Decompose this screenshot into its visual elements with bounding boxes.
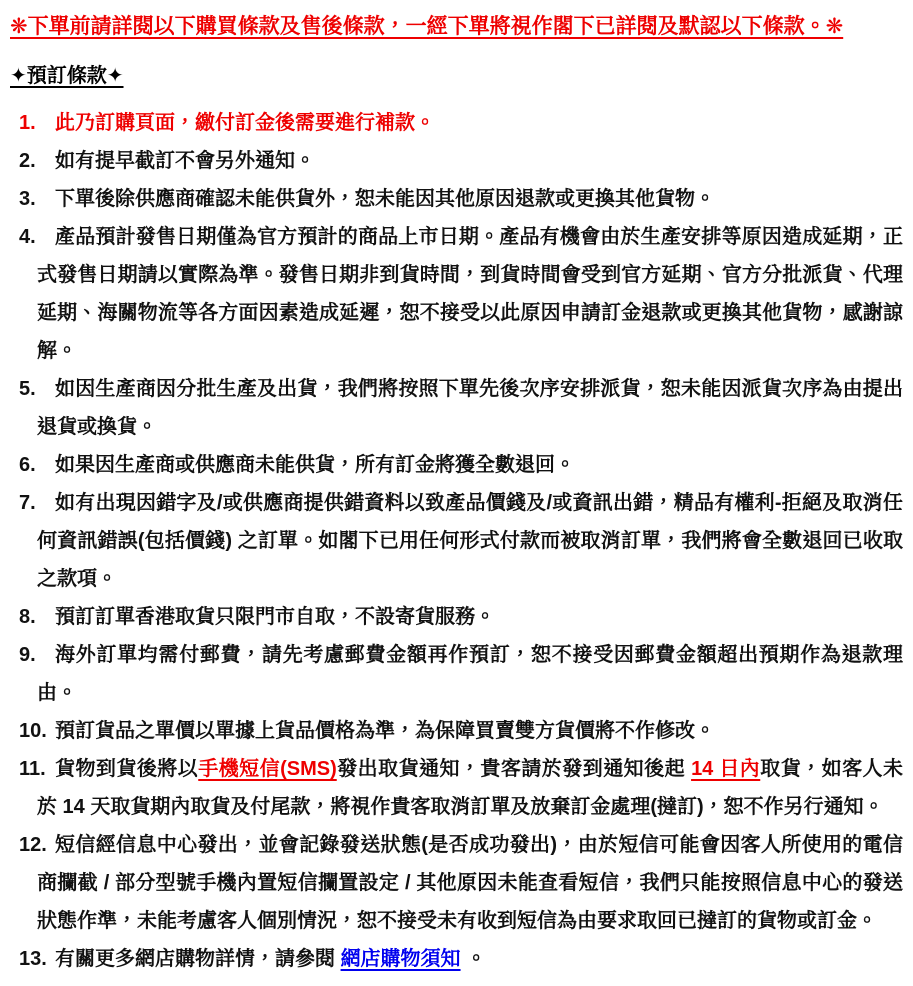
- term-number: 2.: [19, 150, 36, 172]
- term-text: 產品預計發售日期僅為官方預計的商品上市日期。產品有機會由於生產安排等原因造成延期，正式發售日期請以實際為準。發售日期非到貨時間，到貨時間會受到官方延期、官方分批派貨、代理延期、海關物流等各方面因素造成延遲，恕不接受以此原因申請訂金退款或更換其他貨物，感謝諒解。: [37, 226, 903, 362]
- term-item-3: [10, 180, 903, 218]
- term-item-11: [10, 750, 903, 826]
- term-item-2: [10, 142, 903, 180]
- term-number: 12.: [19, 834, 47, 856]
- term-item-13: [10, 940, 903, 978]
- term-number: 7.: [19, 492, 36, 514]
- section-heading-preorder-terms: ✦預訂條款✦: [10, 65, 124, 87]
- term-text: 預訂貨品之單價以單據上貨品價格為準，為保障買賣雙方貨價將不作修改。: [55, 720, 715, 742]
- term-text: 如果因生產商或供應商未能供貨，所有訂金將獲全數退回。: [55, 454, 575, 476]
- term-text: 如因生產商因分批生產及出貨，我們將按照下單先後次序安排派貨，恕未能因派貨次序為由提出退貨或換貨。: [37, 378, 903, 438]
- pickup-deadline-emphasis-text: 14 日內: [691, 758, 761, 780]
- term-text: 預訂訂單香港取貨只限門市自取，不設寄貨服務。: [55, 606, 495, 628]
- term-item-5: [10, 370, 903, 446]
- term-text: 如有提早截訂不會另外通知。: [55, 150, 315, 172]
- term-number: 13.: [19, 948, 47, 970]
- term-item-6: [10, 446, 903, 484]
- term-item-12: [10, 826, 903, 940]
- term-item-10: [10, 712, 903, 750]
- term-number: 1.: [19, 112, 36, 134]
- term-text: 。: [460, 948, 487, 970]
- term-item-9: [10, 636, 903, 712]
- term-item-8: [10, 598, 903, 636]
- term-number: 6.: [19, 454, 36, 476]
- term-text: 發出取貨通知，貴客請於發到通知後起: [336, 758, 692, 780]
- term-item-7: [10, 484, 903, 598]
- term-text: 貨物到貨後將以: [55, 758, 199, 780]
- term-item-4: [10, 218, 903, 370]
- term-text: 下單後除供應商確認未能供貨外，恕未能因其他原因退款或更換其他貨物。: [55, 188, 715, 210]
- term-text: 此乃訂購頁面，繳付訂金後需要進行補款。: [55, 112, 435, 134]
- term-number: 9.: [19, 644, 36, 666]
- term-number: 5.: [19, 378, 36, 400]
- term-item-1: [10, 104, 903, 142]
- term-number: 3.: [19, 188, 36, 210]
- term-number: 8.: [19, 606, 36, 628]
- term-text: 有關更多網店購物詳情，請參閱: [55, 948, 341, 970]
- term-text: 短信經信息中心發出，並會記錄發送狀態(是否成功發出)，由於短信可能會因客人所使用的電信商攔截 / 部分型號手機內置短信攔置設定 / 其他原因未能查看短信，我們只能按照信息中心的發送狀態作準，未能考慮客人個別情況，恕不接受未有收到短信為由要求取回已撻訂的貨物或訂金。: [37, 834, 903, 932]
- page-title: ❋下單前請詳閱以下購買條款及售後條款，一經下單將視作閣下已詳閱及默認以下條款。❋: [10, 15, 844, 38]
- sms-emphasis-text: 手機短信(SMS): [198, 758, 337, 780]
- term-text: 海外訂單均需付郵費，請先考慮郵費金額再作預訂，恕不接受因郵費金額超出預期作為退款理由。: [37, 644, 903, 704]
- terms-list: [10, 104, 903, 978]
- term-number: 4.: [19, 226, 36, 248]
- shop-notice-link[interactable]: 網店購物須知: [340, 948, 461, 970]
- term-text: 取貨，如客人未於 14 天取貨期內取貨及付尾款，將視作貴客取消訂單及放棄訂金處理(撻訂)，恕不作另行通知。: [37, 758, 904, 818]
- term-number: 11.: [19, 758, 46, 780]
- term-text: 如有出現因錯字及/或供應商提供錯資料以致產品價錢及/或資訊出錯，精品有權利-拒絕及取消任何資訊錯誤(包括價錢) 之訂單。如閣下已用任何形式付款而被取消訂單，我們將會全數退回已收取之款項。: [37, 492, 903, 590]
- term-number: 10.: [19, 720, 47, 742]
